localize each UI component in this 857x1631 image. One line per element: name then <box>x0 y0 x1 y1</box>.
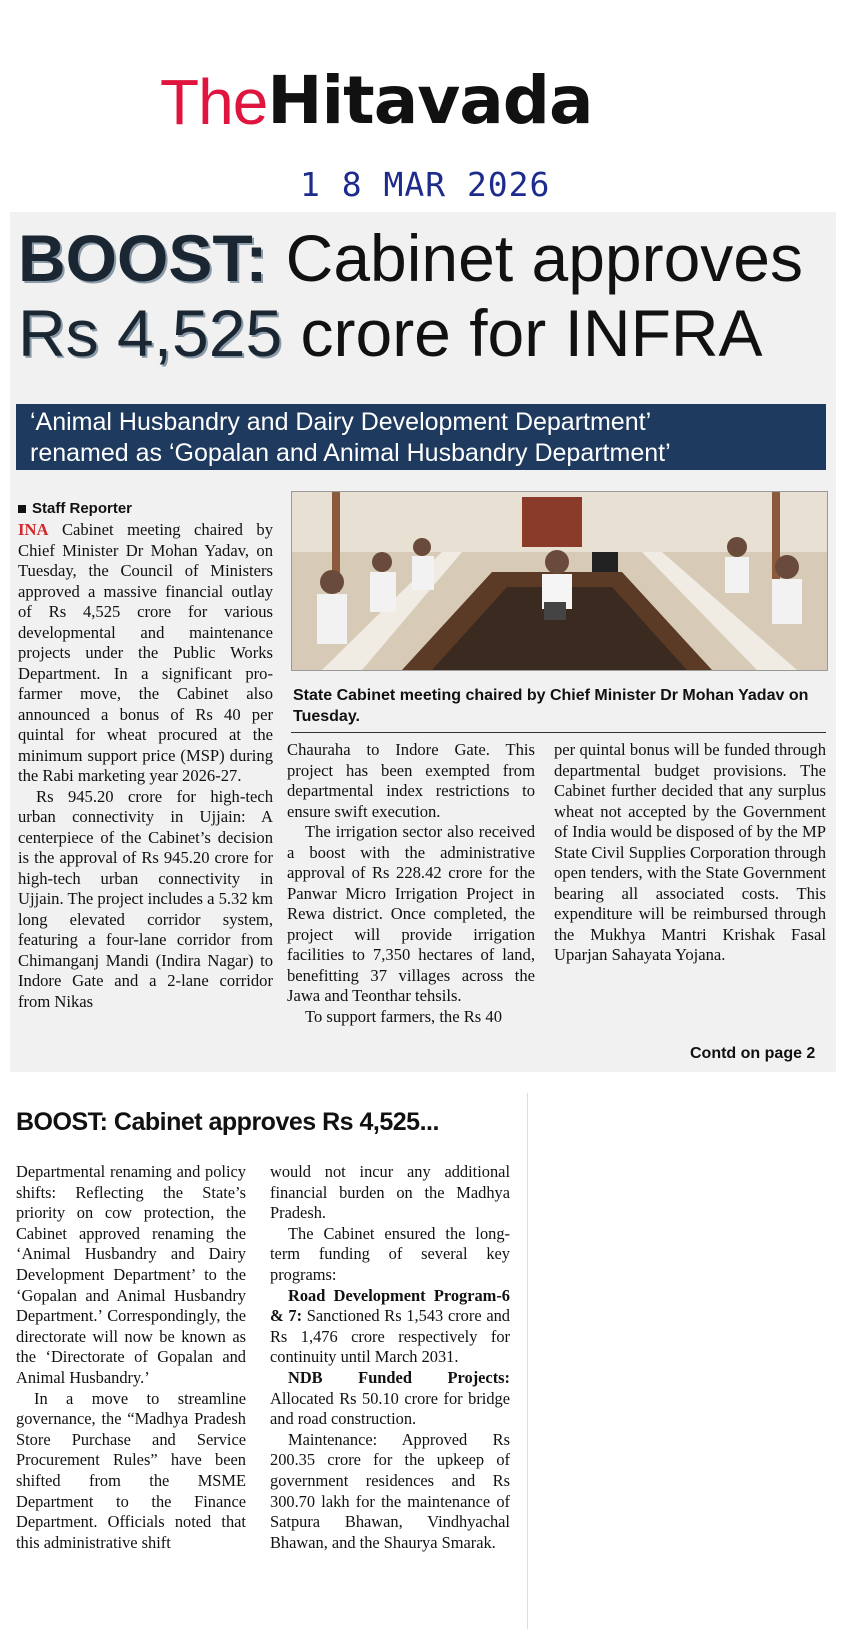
continuation-col2-p2: The Cabinet ensured the long-term funding of several key programs: <box>270 1223 510 1284</box>
continuation-col1-p2: In a move to streamline governance, the “Madhya Pradesh Store Purchase and Service Procurement Rules” have been shifted from the MSME Department to the Finance Department. Officials noted that this administrative shift <box>16 1388 246 1552</box>
byline <box>18 500 132 517</box>
continuation-col2-p3-lead: Road Development Program-6 & 7: <box>270 1285 510 1326</box>
article-kicker: INA <box>18 520 49 539</box>
article-col1-p2: Rs 945.20 crore for high-tech urban connectivity in Ujjain: A centerpiece of the Cabinet’s decision is the approval of Rs 945.20 crore for high-tech urban connectivity in Ujjain. The project includes a 5.32 km long elevated corridor system, featuring a four-lane corridor from Chimanganj Mandi (Indira Nagar) to Indore Gate and a 2-lane corridor from Nikas <box>18 786 273 1011</box>
article-column-2 <box>287 740 535 1027</box>
article-col2-p3: To support farmers, the Rs 40 <box>305 1006 503 1026</box>
headline-line-2 <box>18 295 828 371</box>
continuation-col2-p4-rest: Allocated Rs 50.10 crore for bridge and road construction. <box>270 1388 510 1429</box>
headline-line-1 <box>18 220 828 296</box>
article-col2-p2: The irrigation sector also received a boost with the administrative approval of Rs 228.42 crore for the Panwar Micro Irrigation Project in Rewa district. Once completed, the project will provide irrigation facilities to 7,350 hectares of land, benefitting 37 villages across the Jawa and Teonthar tehsils. <box>287 822 535 1005</box>
subheadline-banner <box>16 404 826 470</box>
photo-caption: State Cabinet meeting chaired by Chief Minister Dr Mohan Yadav on Tuesday. <box>293 687 809 725</box>
continuation-col2-p5: Maintenance: Approved Rs 200.35 crore for the upkeep of government residences and Rs 300.70 lakh for the maintenance of Satpura Bhawan, Vindhyachal Bhawan, and the Shaurya Smarak. <box>270 1429 510 1552</box>
byline-text: Staff Reporter <box>32 500 133 517</box>
continuation-col2-p3-rest: Sanctioned Rs 1,543 crore and Rs 1,476 crore respectively for continuity until March 2031. <box>270 1306 510 1367</box>
byline-bullet-icon <box>18 505 26 513</box>
headline-amount: Rs 4,525 <box>18 296 283 370</box>
headline-line1-rest: Cabinet approves <box>267 221 804 295</box>
headline-boost: BOOST: <box>18 221 268 295</box>
caption-divider <box>291 732 826 733</box>
article-column-3 <box>554 740 826 966</box>
article-col1-p1: Cabinet meeting chaired by Chief Minister Dr Mohan Yadav, on Tuesday, the Council of Ministers approved a massive financial outlay of Rs 4,525 crore for various developmental and maintenance projects under the Public Works Department. In a significant pro-farmer move, the Cabinet also announced a bonus of Rs 40 per quintal for wheat procured at the minimum support price (MSP) during the Rabi marketing year 2026-27. <box>18 520 273 785</box>
continuation-column-2 <box>270 1162 510 1553</box>
headline-line2-rest: crore for INFRA <box>282 296 763 370</box>
cabinet-photo-illustration <box>292 492 827 670</box>
masthead-name: Hitavada <box>267 62 593 139</box>
date-stamp: 1 8 MAR 2026 <box>300 165 551 204</box>
subheadline-line-2: renamed as ‘Gopalan and Animal Husbandry Department’ <box>30 439 671 467</box>
article-col3-p1: per quintal bonus will be funded through departmental budget provisions. The Cabinet further decided that any surplus wheat not accepted by the Government of India would be disposed of by the MP State Civil Supplies Corporation through open tenders, with the State Government bearing all associated costs. This expenditure will be reimbursed through the Mukhya Mantri Krishak Fasal Uparjan Sahayata Yojana. <box>554 740 826 964</box>
continuation-headline: BOOST: Cabinet approves Rs 4,525... <box>16 1108 439 1136</box>
article-col2-p1: Chauraha to Indore Gate. This project has been exempted from departmental index restrictions to ensure swift execution. <box>287 740 535 821</box>
continued-on-page: Contd on page 2 <box>690 1045 816 1062</box>
continuation-col2-p4-lead: NDB Funded Projects: <box>288 1367 510 1387</box>
article-column-1 <box>18 520 273 1012</box>
subheadline-line-1: ‘Animal Husbandry and Dairy Development Department’ <box>30 408 652 436</box>
masthead-the: The <box>160 66 268 138</box>
continuation-col1-p1: Departmental renaming and policy shifts: Reflecting the State’s priority on cow protection, the Cabinet approved renaming the ‘Animal Husbandry and Dairy Development Department’ to the ‘Gopalan and Animal Husbandry Department.’ Correspondingly, the directorate will now be known as the ‘Directorate of Gopalan and Animal Husbandry.’ <box>16 1162 246 1387</box>
cabinet-meeting-photo <box>291 491 828 671</box>
continuation-column-1 <box>16 1162 246 1553</box>
masthead <box>160 62 593 142</box>
continuation-col2-p1: would not incur any additional financial burden on the Madhya Pradesh. <box>270 1162 510 1223</box>
